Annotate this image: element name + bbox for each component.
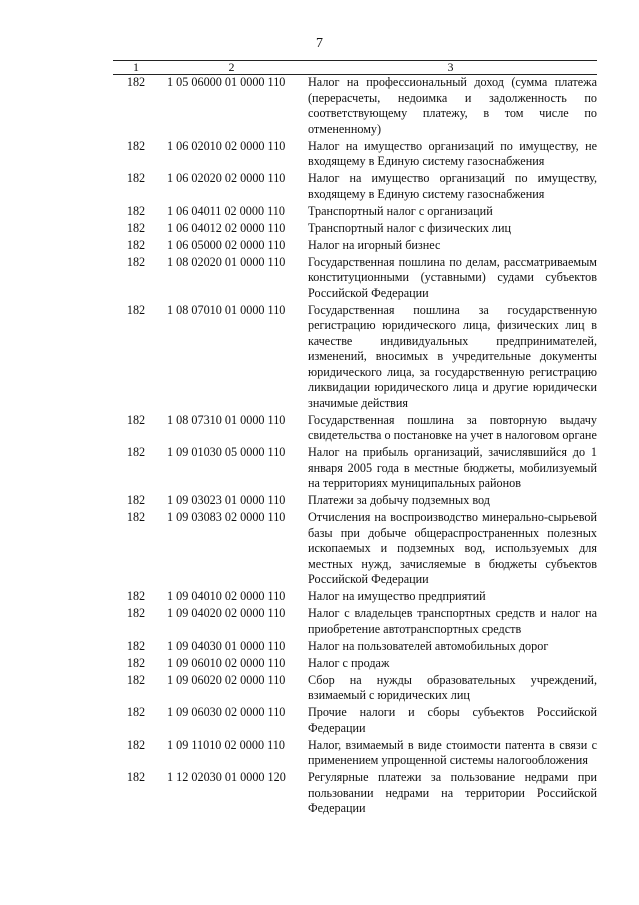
table-row <box>113 75 597 139</box>
income-name-cell: Платежи за добычу подземных вод <box>308 493 490 507</box>
table-row <box>113 255 597 303</box>
budget-code-cell: 1 08 02020 01 0000 110 <box>167 254 286 269</box>
admin-code-cell: 182 <box>126 220 146 235</box>
income-name-cell: Отчисления на воспроизводство минерально-сырьевой базы при добыче общераспространенных полезных ископаемых и подземных вод, используемых для местных нужд, зачисляемые в бюджеты субъектов Российской Федерации <box>308 510 597 586</box>
column-header-1: 1 <box>113 61 159 75</box>
table-row <box>113 606 597 639</box>
budget-code-cell: 1 08 07010 01 0000 110 <box>167 302 286 317</box>
table-row <box>113 493 597 510</box>
income-name-cell: Транспортный налог с физических лиц <box>308 220 512 235</box>
income-name-cell: Налог на прибыль организаций, зачислявшийся до 1 января 2005 года в местные бюджеты, мобилизуемый на территориях муниципальных районов <box>308 445 597 490</box>
income-name-cell: Государственная пошлина за повторную выдачу свидетельства о постановке на учет в налоговом органе <box>308 412 597 442</box>
table-row <box>113 238 597 255</box>
admin-code-cell: 182 <box>126 737 146 752</box>
table-row <box>113 770 597 818</box>
page-number: 7 <box>316 36 323 51</box>
income-name-cell: Государственная пошлина по делам, рассматриваемым конституционными (уставными) судами субъектов Российской Федерации <box>308 254 597 300</box>
income-name-cell: Регулярные платежи за пользование недрами при пользовании недрами на территории Российской Федерации <box>308 770 597 815</box>
admin-code-cell: 182 <box>126 770 146 784</box>
budget-code-cell: 1 09 04020 02 0000 110 <box>167 606 286 620</box>
admin-code-cell: 182 <box>126 203 146 218</box>
table-row <box>113 204 597 221</box>
budget-code-cell: 1 09 03023 01 0000 110 <box>167 493 286 507</box>
budget-code-cell: 1 08 07310 01 0000 110 <box>167 412 286 427</box>
admin-code-cell: 182 <box>126 237 146 252</box>
admin-code-cell: 182 <box>126 589 146 603</box>
budget-code-cell: 1 05 06000 01 0000 110 <box>167 75 286 89</box>
table-row <box>113 589 597 606</box>
admin-code-cell: 182 <box>126 302 146 317</box>
budget-code-cell: 1 09 06030 02 0000 110 <box>167 705 286 719</box>
income-name-cell: Налог на имущество предприятий <box>308 589 486 603</box>
budget-code-cell: 1 06 04012 02 0000 110 <box>167 220 286 235</box>
admin-code-cell: 182 <box>126 510 146 524</box>
income-name-cell: Налог с продаж <box>308 655 390 670</box>
budget-code-cell: 1 06 05000 02 0000 110 <box>167 237 286 252</box>
income-name-cell: Транспортный налог с организаций <box>308 203 493 218</box>
admin-code-cell: 182 <box>126 445 146 459</box>
admin-code-cell: 182 <box>126 412 146 427</box>
budget-code-cell: 1 09 11010 02 0000 110 <box>167 737 285 752</box>
budget-code-cell: 1 06 02020 02 0000 110 <box>167 171 286 185</box>
admin-code-cell: 182 <box>126 638 146 653</box>
column-header-3: 3 <box>304 61 597 75</box>
table-row <box>113 445 597 493</box>
budget-code-cell: 1 09 03083 02 0000 110 <box>167 510 286 524</box>
table-row <box>113 639 597 656</box>
table-header <box>113 61 597 75</box>
income-codes-table <box>113 60 597 818</box>
admin-code-cell: 182 <box>126 75 146 89</box>
table-row <box>113 510 597 589</box>
admin-code-cell: 182 <box>126 705 146 719</box>
admin-code-cell: 182 <box>126 655 146 670</box>
income-name-cell: Налог на профессиональный доход (сумма платежа (перерасчеты, недоимка и задолженность по соответствующему платежу, в том числе по отмененному) <box>308 75 597 136</box>
table-row <box>113 139 597 172</box>
budget-code-cell: 1 06 04011 02 0000 110 <box>167 203 285 218</box>
budget-code-cell: 1 12 02030 01 0000 120 <box>167 770 286 784</box>
table-header-row <box>113 61 597 75</box>
income-name-cell: Налог с владельцев транспортных средств и налог на приобретение автотранспортных средств <box>308 606 597 636</box>
budget-code-cell: 1 09 04010 02 0000 110 <box>167 589 286 603</box>
table-body <box>113 75 597 819</box>
income-name-cell: Государственная пошлина за государственную регистрацию юридического лица, физических лиц в качестве индивидуальных предпринимателей, изменений, вносимых в учредительные документы юридического лица, за государственную регистрацию ликвидации юридического лица и другие юридически значимые действия <box>308 302 597 410</box>
table-row <box>113 656 597 673</box>
table-row <box>113 303 597 413</box>
admin-code-cell: 182 <box>126 672 146 687</box>
column-header-2: 2 <box>159 61 304 75</box>
admin-code-cell: 182 <box>126 138 146 153</box>
income-name-cell: Налог на имущество организаций по имуществу, не входящему в Единую систему газоснабжения <box>308 138 597 168</box>
income-name-cell: Налог на пользователей автомобильных дорог <box>308 638 549 653</box>
admin-code-cell: 182 <box>126 606 146 620</box>
income-name-cell: Налог на имущество организаций по имуществу, входящему в Единую систему газоснабжения <box>308 171 597 201</box>
budget-code-cell: 1 09 06020 02 0000 110 <box>167 672 286 687</box>
table-row <box>113 171 597 204</box>
table-row <box>113 413 597 446</box>
income-name-cell: Налог на игорный бизнес <box>308 237 441 252</box>
table-row <box>113 705 597 738</box>
income-name-cell: Сбор на нужды образовательных учреждений, взимаемый с юридических лиц <box>308 672 597 702</box>
admin-code-cell: 182 <box>126 493 146 507</box>
income-name-cell: Прочие налоги и сборы субъектов Российской Федерации <box>308 705 597 735</box>
table-row <box>113 673 597 706</box>
budget-code-cell: 1 09 04030 01 0000 110 <box>167 638 286 653</box>
budget-code-cell: 1 09 01030 05 0000 110 <box>167 445 286 459</box>
table-row <box>113 738 597 771</box>
admin-code-cell: 182 <box>126 254 146 269</box>
budget-code-cell: 1 09 06010 02 0000 110 <box>167 655 286 670</box>
income-name-cell: Налог, взимаемый в виде стоимости патента в связи с применением упрощенной системы налогообложения <box>308 737 597 767</box>
table-row <box>113 221 597 238</box>
budget-code-cell: 1 06 02010 02 0000 110 <box>167 138 286 153</box>
admin-code-cell: 182 <box>126 171 146 185</box>
